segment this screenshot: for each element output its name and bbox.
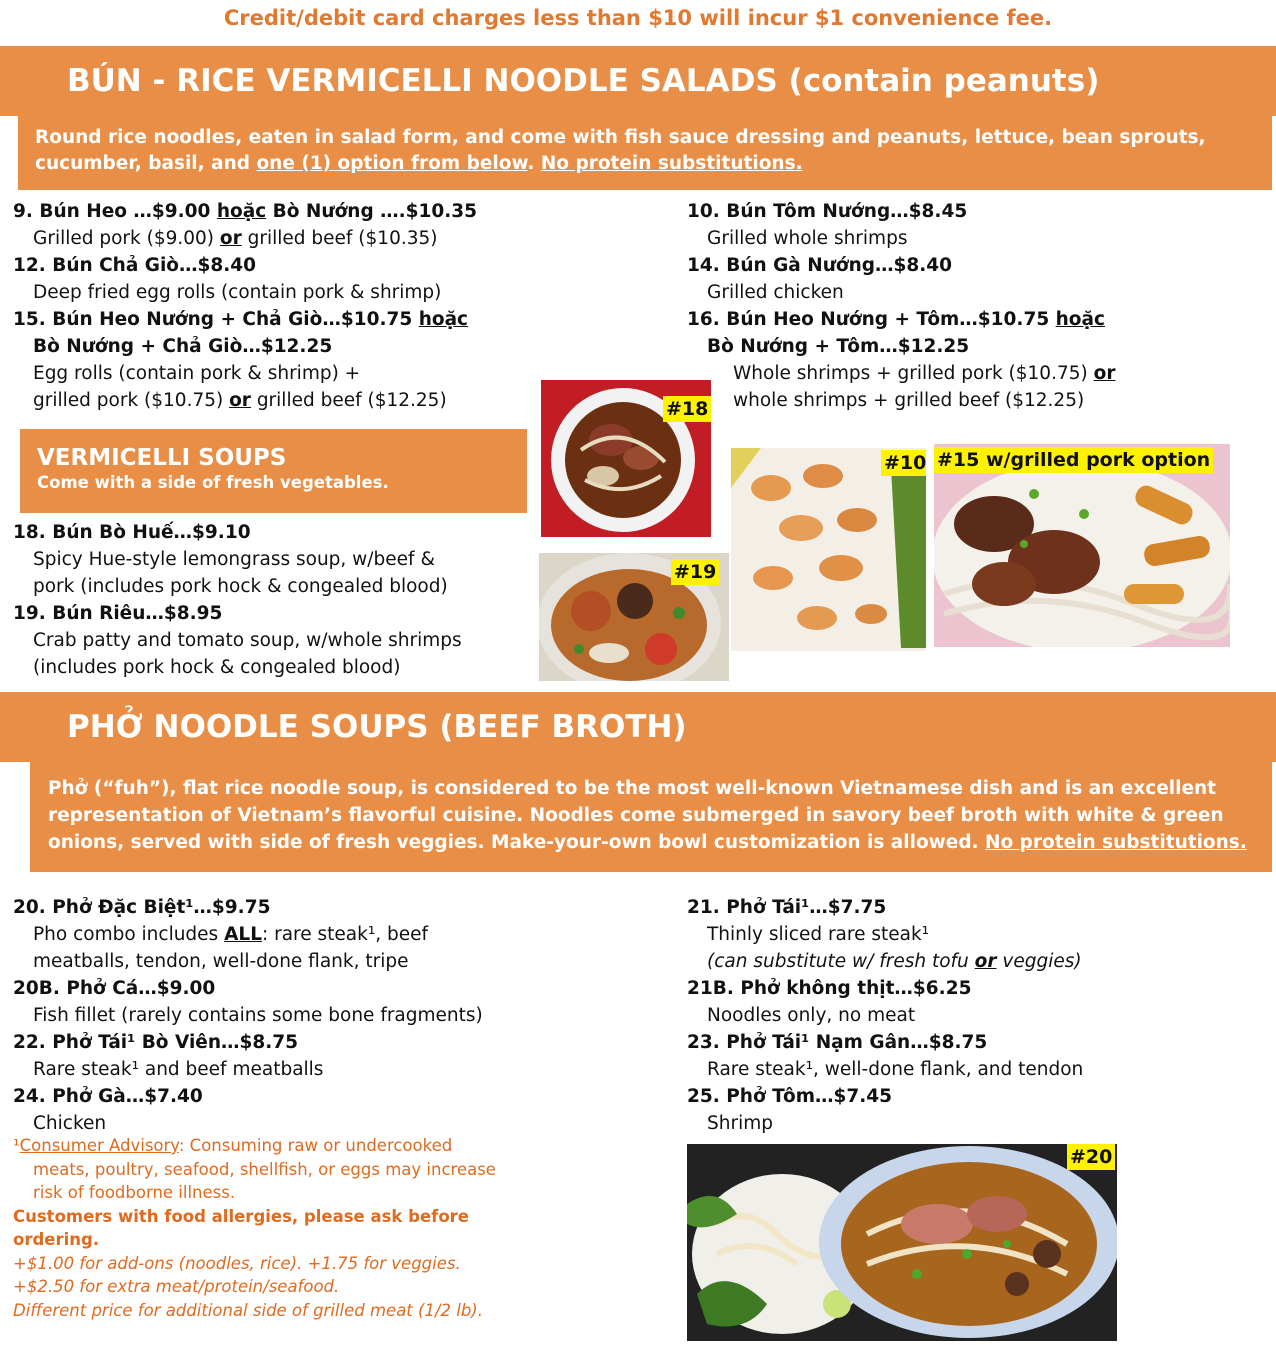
addon-note-2: +$2.50 for extra meat/protein/seafood. [13, 1277, 340, 1296]
menu-item-title: 15. Bún Heo Nướng + Chả Giò…$10.75 hoặc [13, 309, 469, 330]
bun-description-box [18, 116, 1272, 190]
pho-bowl-icon [687, 1144, 1117, 1341]
photo-tag: #10 [881, 450, 926, 476]
menu-item-desc: Grilled chicken [707, 282, 844, 303]
menu-item-desc: Thinly sliced rare steak¹ [707, 924, 930, 945]
menu-item-title: 20. Phở Đặc Biệt¹…$9.75 [13, 897, 271, 918]
menu-item-desc: (includes pork hock & congealed blood) [33, 657, 401, 678]
menu-item-desc: Fish fillet (rarely contains some bone fragments) [33, 1005, 483, 1026]
footnotes [13, 1134, 573, 1322]
allergy-note: Customers with food allergies, please ask before [13, 1206, 469, 1226]
vermicelli-soups-title: VERMICELLI SOUPS [37, 445, 287, 471]
grilled-pork-plate-icon [934, 444, 1230, 647]
menu-item-title: 20B. Phở Cá…$9.00 [13, 978, 216, 999]
menu-item-title: 10. Bún Tôm Nướng…$8.45 [687, 201, 968, 222]
menu-item-title: Bò Nướng + Tôm…$12.25 [707, 336, 970, 357]
menu-item-desc: (can substitute w/ fresh tofu or veggies) [707, 951, 1082, 972]
menu-item-desc: Egg rolls (contain pork & shrimp) + [33, 363, 361, 384]
menu-item-title: 16. Bún Heo Nướng + Tôm…$10.75 hoặc [687, 309, 1105, 330]
menu-item-title: 24. Phở Gà…$7.40 [13, 1086, 203, 1107]
vermicelli-soups-subtitle: Come with a side of fresh vegetables. [37, 473, 389, 492]
menu-item-title: 18. Bún Bò Huế…$9.10 [13, 522, 251, 543]
menu-item-desc: Chicken [33, 1113, 107, 1134]
consumer-advisory: ¹Consumer Advisory: Consuming raw or undercooked [13, 1136, 453, 1155]
photo-pho-dac-biet [687, 1144, 1117, 1341]
menu-item-title: 21. Phở Tái¹…$7.75 [687, 897, 887, 918]
pho-items-right [687, 894, 1247, 1137]
menu-item-title: 23. Phở Tái¹ Nạm Gân…$8.75 [687, 1032, 988, 1053]
bun-items-right [687, 198, 1247, 414]
menu-item-desc: Spicy Hue-style lemongrass soup, w/beef & [33, 549, 435, 570]
menu-item-desc: whole shrimps + grilled beef ($12.25) [733, 390, 1085, 411]
addon-note-3: Different price for additional side of grilled meat (1/2 lb). [13, 1300, 483, 1320]
card-fee-notice: Credit/debit card charges less than $10 will incur $1 convenience fee. [223, 6, 1053, 30]
menu-item-title: 12. Bún Chả Giò…$8.40 [13, 255, 257, 276]
menu-item-desc: Crab patty and tomato soup, w/whole shrimps [33, 630, 462, 651]
pho-items-left [13, 894, 613, 1137]
menu-item-title: 22. Phở Tái¹ Bò Viên…$8.75 [13, 1032, 299, 1053]
photo-bun-bo-hue [541, 380, 711, 537]
allergy-note-line2: ordering. [13, 1230, 100, 1249]
menu-item-desc: meatballs, tendon, well-done flank, tripe [33, 951, 409, 972]
vermicelli-soups-header [20, 429, 527, 513]
menu-item-desc: Whole shrimps + grilled pork ($10.75) or [733, 363, 1116, 384]
menu-item-title: 25. Phở Tôm…$7.45 [687, 1086, 892, 1107]
menu-item-title: 14. Bún Gà Nướng…$8.40 [687, 255, 952, 276]
menu-item-title: Bò Nướng + Chả Giò…$12.25 [33, 336, 333, 357]
menu-item-title: 21B. Phở không thịt…$6.25 [687, 978, 972, 999]
pho-section-header [0, 692, 1276, 762]
photo-tag: #20 [1067, 1144, 1115, 1170]
photo-tag: #18 [663, 396, 711, 422]
bun-section-title: BÚN - RICE VERMICELLI NOODLE SALADS (contain peanuts) [67, 63, 1100, 99]
bun-items-left [13, 198, 533, 414]
menu-item-title: 19. Bún Riêu…$8.95 [13, 603, 223, 624]
menu-item-desc: Rare steak¹, well-done flank, and tendon [707, 1059, 1084, 1080]
pho-description-box [30, 762, 1272, 872]
photo-tag: #19 [671, 559, 719, 585]
menu-item-desc: grilled pork ($10.75) or grilled beef ($12.25) [33, 390, 447, 411]
photo-bun-tom-nuong [731, 448, 926, 651]
consumer-advisory-line2: meats, poultry, seafood, shellfish, or eggs may increase [33, 1159, 496, 1179]
shrimp-plate-icon [731, 448, 926, 651]
menu-item-desc: Rare steak¹ and beef meatballs [33, 1059, 324, 1080]
bun-section-header [0, 46, 1276, 116]
soup-items [13, 519, 533, 681]
menu-item-desc: Deep fried egg rolls (contain pork & shrimp) [33, 282, 442, 303]
photo-bun-rieu [539, 553, 729, 681]
menu-item-desc: Grilled pork ($9.00) or grilled beef ($10.35) [33, 228, 438, 249]
addon-note-1: +$1.00 for add-ons (noodles, rice). +1.75 for veggies. [13, 1253, 461, 1273]
pho-section-title: PHỞ NOODLE SOUPS (BEEF BROTH) [67, 709, 687, 745]
consumer-advisory-line3: risk of foodborne illness. [33, 1183, 236, 1202]
menu-item-desc: Shrimp [707, 1113, 773, 1134]
menu-item-desc: Noodles only, no meat [707, 1005, 916, 1026]
bun-description: Round rice noodles, eaten in salad form, and come with fish sauce dressing and peanuts, lettuce, bean sprouts, cucumber, basil, and one (1) option from below. No protein substitutions. [35, 127, 1206, 174]
menu-item-desc: pork (includes pork hock & congealed blood) [33, 576, 448, 597]
menu-item-title: 9. Bún Heo …$9.00 hoặc Bò Nướng ….$10.35 [13, 201, 478, 222]
menu-item-desc: Pho combo includes ALL: rare steak¹, beef [33, 924, 429, 945]
pho-description: Phở (“fuh”), flat rice noodle soup, is considered to be the most well-known Vietnamese dish and is an excellent representation of Vietnam’s flavorful cuisine. Noodles come submerged in savory beef broth with white & green onions, served with side of fresh veggies. Make-your-own bowl customization is allowed. No protein substitutions. [48, 778, 1247, 853]
photo-bun-heo-nuong-cha-gio [934, 444, 1230, 647]
photo-tag: #15 w/grilled pork option [934, 447, 1213, 473]
menu-item-desc: Grilled whole shrimps [707, 228, 908, 249]
